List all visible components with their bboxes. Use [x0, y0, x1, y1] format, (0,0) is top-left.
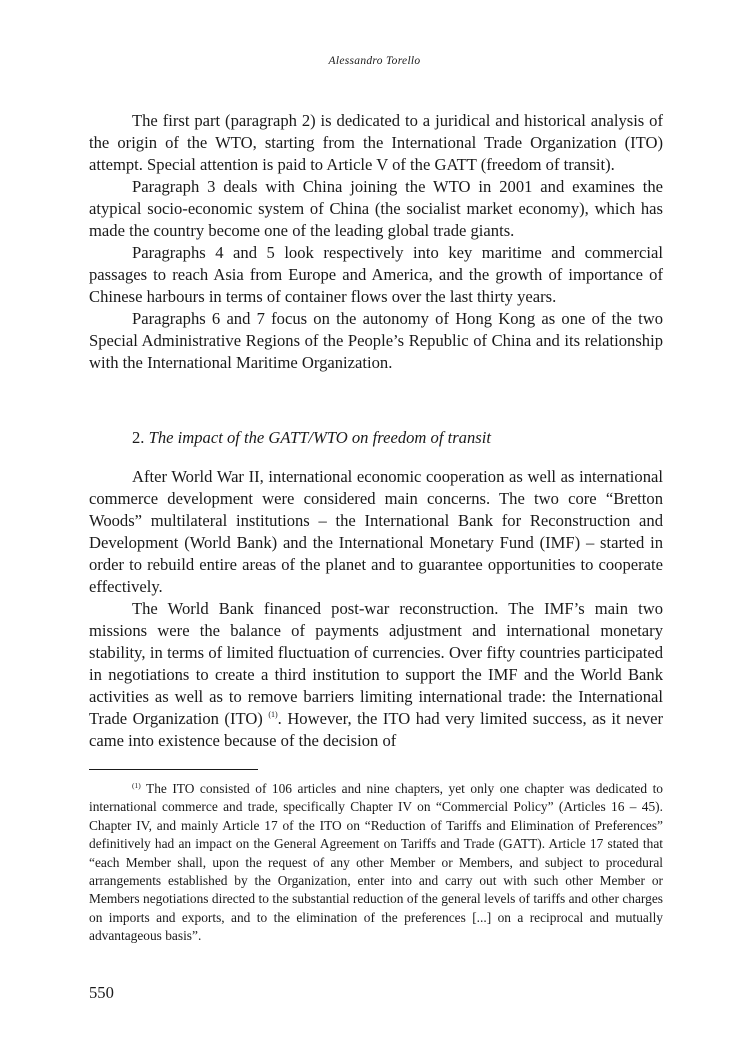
intro-paragraph: Paragraphs 4 and 5 look respectively into key maritime and commercial passages to reach Asia from Europe and America, and the growth of importance of Chinese harbours in terms of container flows over the last thirty years.	[89, 243, 663, 306]
section-heading	[132, 427, 491, 449]
section-title: The impact of the GATT/WTO on freedom of transit	[148, 428, 491, 447]
intro-paragraph: Paragraphs 6 and 7 focus on the autonomy of Hong Kong as one of the two Special Administrative Regions of the People’s Republic of China and its relationship with the International Maritime Organization.	[89, 309, 663, 372]
footnote-divider	[89, 769, 258, 770]
section-body	[89, 466, 663, 752]
paragraph-text: The World Bank financed post-war reconstruction. The IMF’s main two missions were the balance of payments adjustment and international monetary stability, in terms of limited fluctuation of currencies. Over fifty countries participated in negotiations to create a third institution to support the IMF and the World Bank activities as well as to remove barriers limiting international trade: the International Trade Organization (ITO)	[89, 599, 663, 728]
section-paragraph: After World War II, international economic cooperation as well as international commerce development were considered main concerns. The two core “Bretton Woods” multilateral institutions – the International Bank for Reconstruction and Development (World Bank) and the International Monetary Fund (IMF) – started in order to rebuild entire areas of the planet and to guarantee opportunities to cooperate effectively.	[89, 467, 663, 596]
footnote-marker: (1)	[132, 781, 141, 790]
page-number: 550	[89, 983, 114, 1002]
intro-paragraph: The first part (paragraph 2) is dedicated to a juridical and historical analysis of the origin of the WTO, starting from the International Trade Organization (ITO) attempt. Special attention is paid to Article V of the GATT (freedom of transit).	[89, 111, 663, 174]
intro-paragraph: Paragraph 3 deals with China joining the WTO in 2001 and examines the atypical socio-economic system of China (the socialist market economy), which has made the country become one of the leading global trade giants.	[89, 177, 663, 240]
section-number: 2.	[132, 428, 145, 447]
footnote-reference[interactable]: (1)	[268, 710, 278, 719]
intro-section	[89, 110, 663, 374]
running-head: Alessandro Torello	[328, 55, 421, 67]
footnote	[89, 780, 663, 946]
paragraph-text: . However, the ITO had very limited success, as it never came into existence because of the decision of	[89, 709, 664, 750]
section-paragraph	[89, 598, 663, 752]
footnote-text: The ITO consisted of 106 articles and nine chapters, yet only one chapter was dedicated to international commerce and trade, specifically Chapter IV on “Commercial Policy” (Articles 16 – 45). Chapter IV, and mainly Article 17 of the ITO on “Reduction of Tariffs and Elimination of Preferences” definitively had an impact on the General Agreement on Tariffs and Trade (GATT). Article 17 stated that “each Member shall, upon the request of any other Member or Members, and subject to procedural arrangements established by the Organization, enter into and carry out with such other Member or Members negotiations directed to the substantial reduction of the general levels of tariffs and other charges on imports and exports, and to the elimination of the preferences [...] on a reciprocal and mutually advantageous basis”.	[89, 781, 663, 944]
